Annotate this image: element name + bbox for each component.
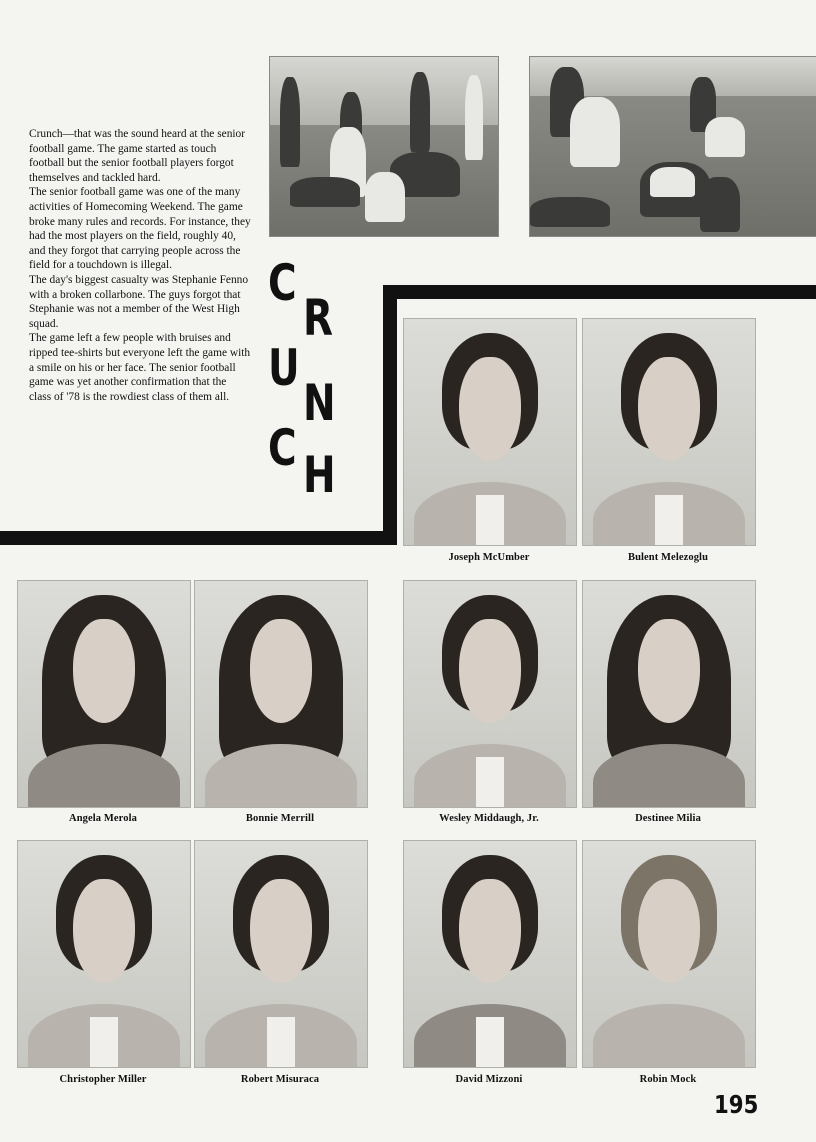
portrait-caption: Bulent Melezoglu xyxy=(627,552,709,563)
portrait-photo xyxy=(582,318,756,546)
story-paragraph-4: The game left a few people with bruises and ripped tee-shirts but everyone left the game with a smile on his or her face. The senior football game was yet another confirmation that the class of '78 is the rowdiest class of them all. xyxy=(29,332,251,403)
crunch-letter-c2: C xyxy=(268,419,297,477)
portrait-photo xyxy=(194,580,368,808)
portrait-photo xyxy=(17,840,191,1068)
frame-bottom-bar xyxy=(0,531,397,545)
portrait-photo xyxy=(582,580,756,808)
portrait-caption: David Mizzoni xyxy=(455,1074,523,1085)
story-paragraph-3: The day's biggest casualty was Stephanie Fenno with a broken collarbone. The guys forgot that Stephanie was not a member of the West High squad. xyxy=(29,273,249,330)
portrait-photo xyxy=(582,840,756,1068)
portrait-caption: Bonnie Merrill xyxy=(245,813,315,824)
portrait-caption: Robin Mock xyxy=(639,1074,697,1085)
portrait-caption: Robert Misuraca xyxy=(240,1074,320,1085)
portrait-caption: Wesley Middaugh, Jr. xyxy=(439,813,539,824)
portrait-photo xyxy=(403,318,577,546)
portrait-photo xyxy=(403,840,577,1068)
portrait-photo xyxy=(17,580,191,808)
crunch-letter-h: H xyxy=(303,446,336,504)
crunch-letter-n: N xyxy=(303,374,336,432)
portrait-caption: Destinee Milia xyxy=(635,813,701,824)
portrait-caption: Angela Merola xyxy=(69,813,137,824)
crunch-letter-u: U xyxy=(268,339,300,397)
football-photo-right xyxy=(529,56,816,237)
story-text xyxy=(29,127,251,404)
frame-left-bar xyxy=(383,285,397,545)
portrait-photo xyxy=(403,580,577,808)
portrait-caption: Christopher Miller xyxy=(59,1074,147,1085)
crunch-letter-c1: C xyxy=(268,254,297,312)
crunch-letter-r: R xyxy=(303,289,334,347)
portrait-caption: Joseph McUmber xyxy=(448,552,530,563)
frame-top-bar xyxy=(383,285,816,299)
page-number: 195 xyxy=(714,1090,759,1119)
story-paragraph-2: The senior football game was one of the many activities of Homecoming Weekend. The game broke many rules and records. For instance, they had the most players on the field, roughly 40, and they forgot that carrying people across the field for a touchdown is illegal. xyxy=(29,186,251,272)
portrait-photo xyxy=(194,840,368,1068)
story-paragraph-1: Crunch—that was the sound heard at the senior football game. The game started as touch football but the senior football players forgot themselves and tackled hard. xyxy=(29,128,246,184)
football-photo-left xyxy=(269,56,499,237)
